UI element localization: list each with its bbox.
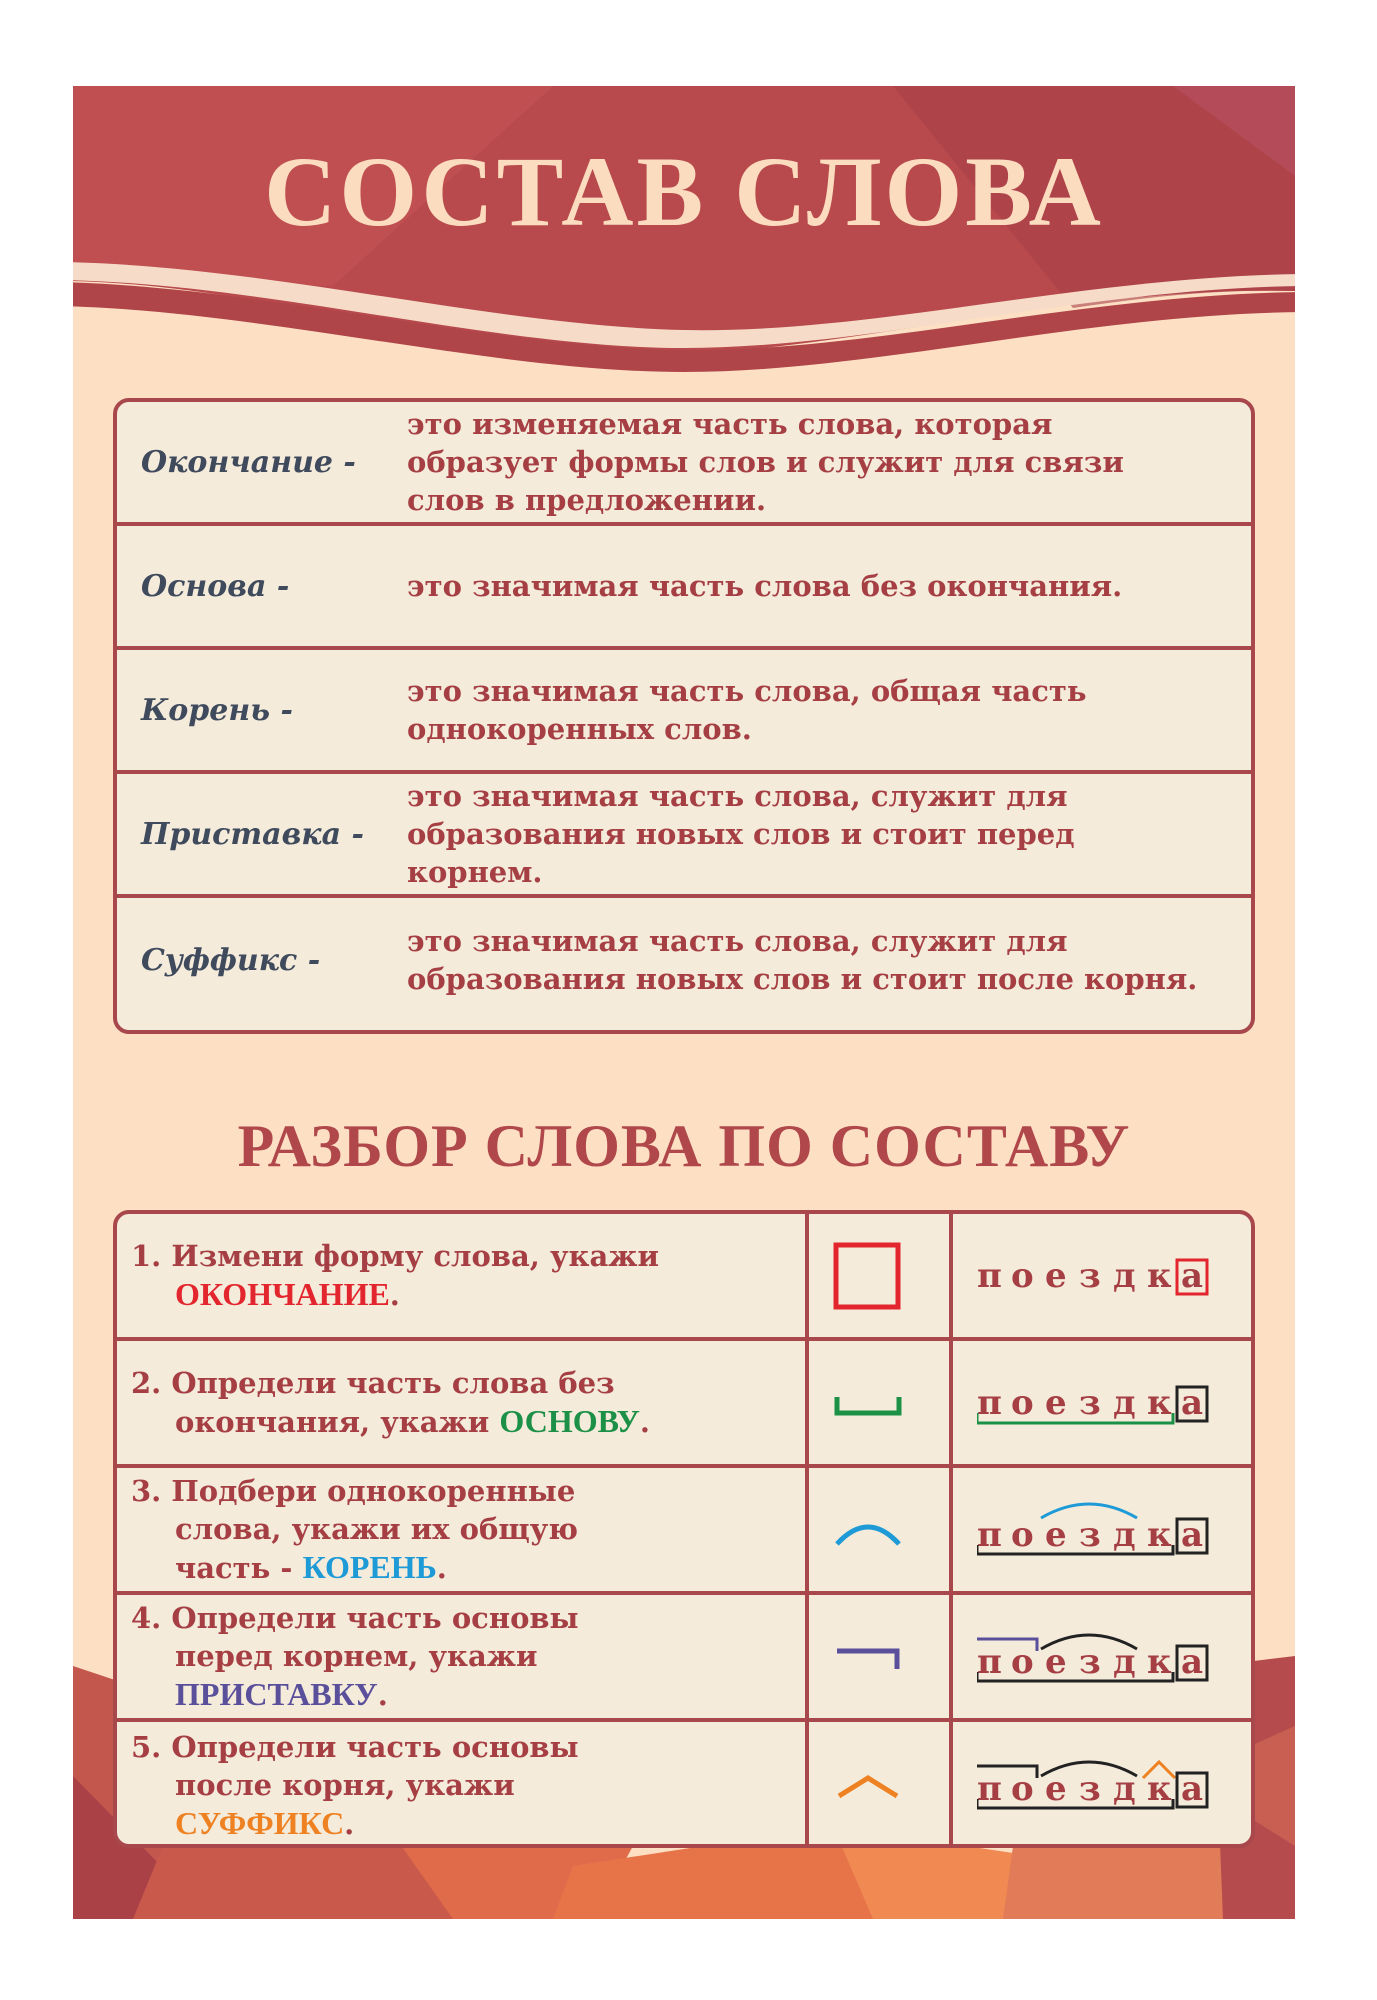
definition-term: Окончание - (141, 444, 356, 480)
poster (73, 86, 1295, 1919)
step-text (131, 1341, 661, 1464)
step-end: . (344, 1807, 355, 1841)
definition-term: Приставка - (141, 816, 364, 852)
definition-text: это значимая часть слова, служит для образования новых слов и стоит перед корнем. (407, 779, 1075, 889)
word-letter: е (1045, 1383, 1067, 1423)
step-highlight: ПРИСТАВКУ (175, 1676, 378, 1712)
word-letter: п (977, 1383, 1002, 1423)
step-row (117, 1214, 1251, 1341)
word-letter: з (1079, 1769, 1101, 1809)
word-letter: з (1079, 1642, 1101, 1682)
step-row (117, 1468, 1251, 1595)
step-text (131, 1468, 661, 1591)
definition-row (117, 402, 1251, 526)
definition-text: это значимая часть слова без окончания. (407, 569, 1123, 603)
example-word (977, 1242, 1237, 1312)
step-highlight: СУФФИКС (175, 1805, 345, 1841)
step-end: . (639, 1405, 650, 1439)
word-letter: а (1181, 1383, 1204, 1423)
word-letter: з (1079, 1515, 1101, 1555)
word-letter: о (1011, 1769, 1034, 1809)
ending-box-icon (833, 1242, 903, 1312)
word-letter: д (1113, 1515, 1136, 1555)
word-letter: а (1181, 1256, 1204, 1296)
step-text (131, 1722, 661, 1848)
step-instruction: 2. Определи часть слова без окончания, укажи (131, 1366, 615, 1439)
page-title: СОСТАВ СЛОВА (264, 136, 1104, 247)
definition-row (117, 898, 1251, 1022)
word-letter: д (1113, 1256, 1136, 1296)
word-letter: а (1181, 1642, 1204, 1682)
stem-mark (977, 1672, 1173, 1681)
stem-mark (977, 1545, 1173, 1554)
word-letter: о (1011, 1642, 1034, 1682)
section-title: РАЗБОР СЛОВА ПО СОСТАВУ (237, 1113, 1131, 1179)
step-instruction: 3. Подбери однокоренные слова, укажи их общую часть - (131, 1474, 579, 1585)
prefix-corner-icon (833, 1623, 903, 1693)
word-letter: к (1147, 1642, 1172, 1682)
step-end: . (377, 1678, 388, 1712)
word-letter: д (1113, 1642, 1136, 1682)
definition-text: это изменяемая часть слова, которая образует формы слов и служит для связи слов в предложении. (407, 407, 1124, 517)
step-row (117, 1595, 1251, 1722)
definition-term: Суффикс - (141, 942, 321, 978)
stem-mark (977, 1799, 1173, 1808)
step-end: . (389, 1278, 400, 1312)
root-arc-icon (833, 1496, 903, 1566)
step-row (117, 1341, 1251, 1468)
step-text (131, 1214, 661, 1337)
word-letter: е (1045, 1769, 1067, 1809)
word-letter: а (1181, 1769, 1204, 1809)
word-letter: п (977, 1642, 1002, 1682)
step-instruction: 5. Определи часть основы после корня, укажи (131, 1730, 579, 1802)
step-text (131, 1595, 661, 1718)
example-word (977, 1750, 1237, 1820)
step-instruction: 4. Определи часть основы перед корнем, укажи (131, 1601, 579, 1673)
word-letter: п (977, 1769, 1002, 1809)
definition-row (117, 650, 1251, 774)
word-letter: е (1045, 1642, 1067, 1682)
example-word (977, 1623, 1237, 1693)
analysis-table (113, 1210, 1255, 1848)
stem-bracket-icon (833, 1369, 903, 1439)
word-letter: п (977, 1515, 1002, 1555)
step-highlight: ОСНОВУ (499, 1403, 640, 1439)
step-row (117, 1722, 1251, 1848)
word-letter: к (1147, 1256, 1172, 1296)
word-letter: з (1079, 1383, 1101, 1423)
word-letter: д (1113, 1769, 1136, 1809)
word-letter: д (1113, 1383, 1136, 1423)
definition-row (117, 526, 1251, 650)
word-letter: о (1011, 1383, 1034, 1423)
word-letter: к (1147, 1769, 1172, 1809)
definition-text: это значимая часть слова, служит для образования новых слов и стоит после корня. (407, 924, 1198, 996)
example-word (977, 1369, 1237, 1439)
step-instruction: 1. Измени форму слова, укажи (131, 1239, 660, 1273)
suffix-caret-icon (833, 1750, 903, 1820)
definition-term: Основа - (141, 568, 290, 604)
word-letter: п (977, 1256, 1002, 1296)
definition-row (117, 774, 1251, 898)
word-letter: к (1147, 1515, 1172, 1555)
word-letter: к (1147, 1383, 1172, 1423)
step-highlight: ОКОНЧАНИЕ (175, 1276, 390, 1312)
definition-term: Корень - (141, 692, 293, 728)
definitions-table (113, 398, 1255, 1034)
stem-mark (977, 1413, 1173, 1423)
word-letter: о (1011, 1515, 1034, 1555)
word-letter: е (1045, 1515, 1067, 1555)
definition-text: это значимая часть слова, общая часть однокоренных слов. (407, 674, 1087, 746)
example-word (977, 1496, 1237, 1566)
step-end: . (436, 1551, 447, 1585)
word-letter: е (1045, 1256, 1067, 1296)
word-letter: з (1079, 1256, 1101, 1296)
word-letter: о (1011, 1256, 1034, 1296)
word-letter: а (1181, 1515, 1204, 1555)
step-highlight: КОРЕНЬ (302, 1549, 437, 1585)
